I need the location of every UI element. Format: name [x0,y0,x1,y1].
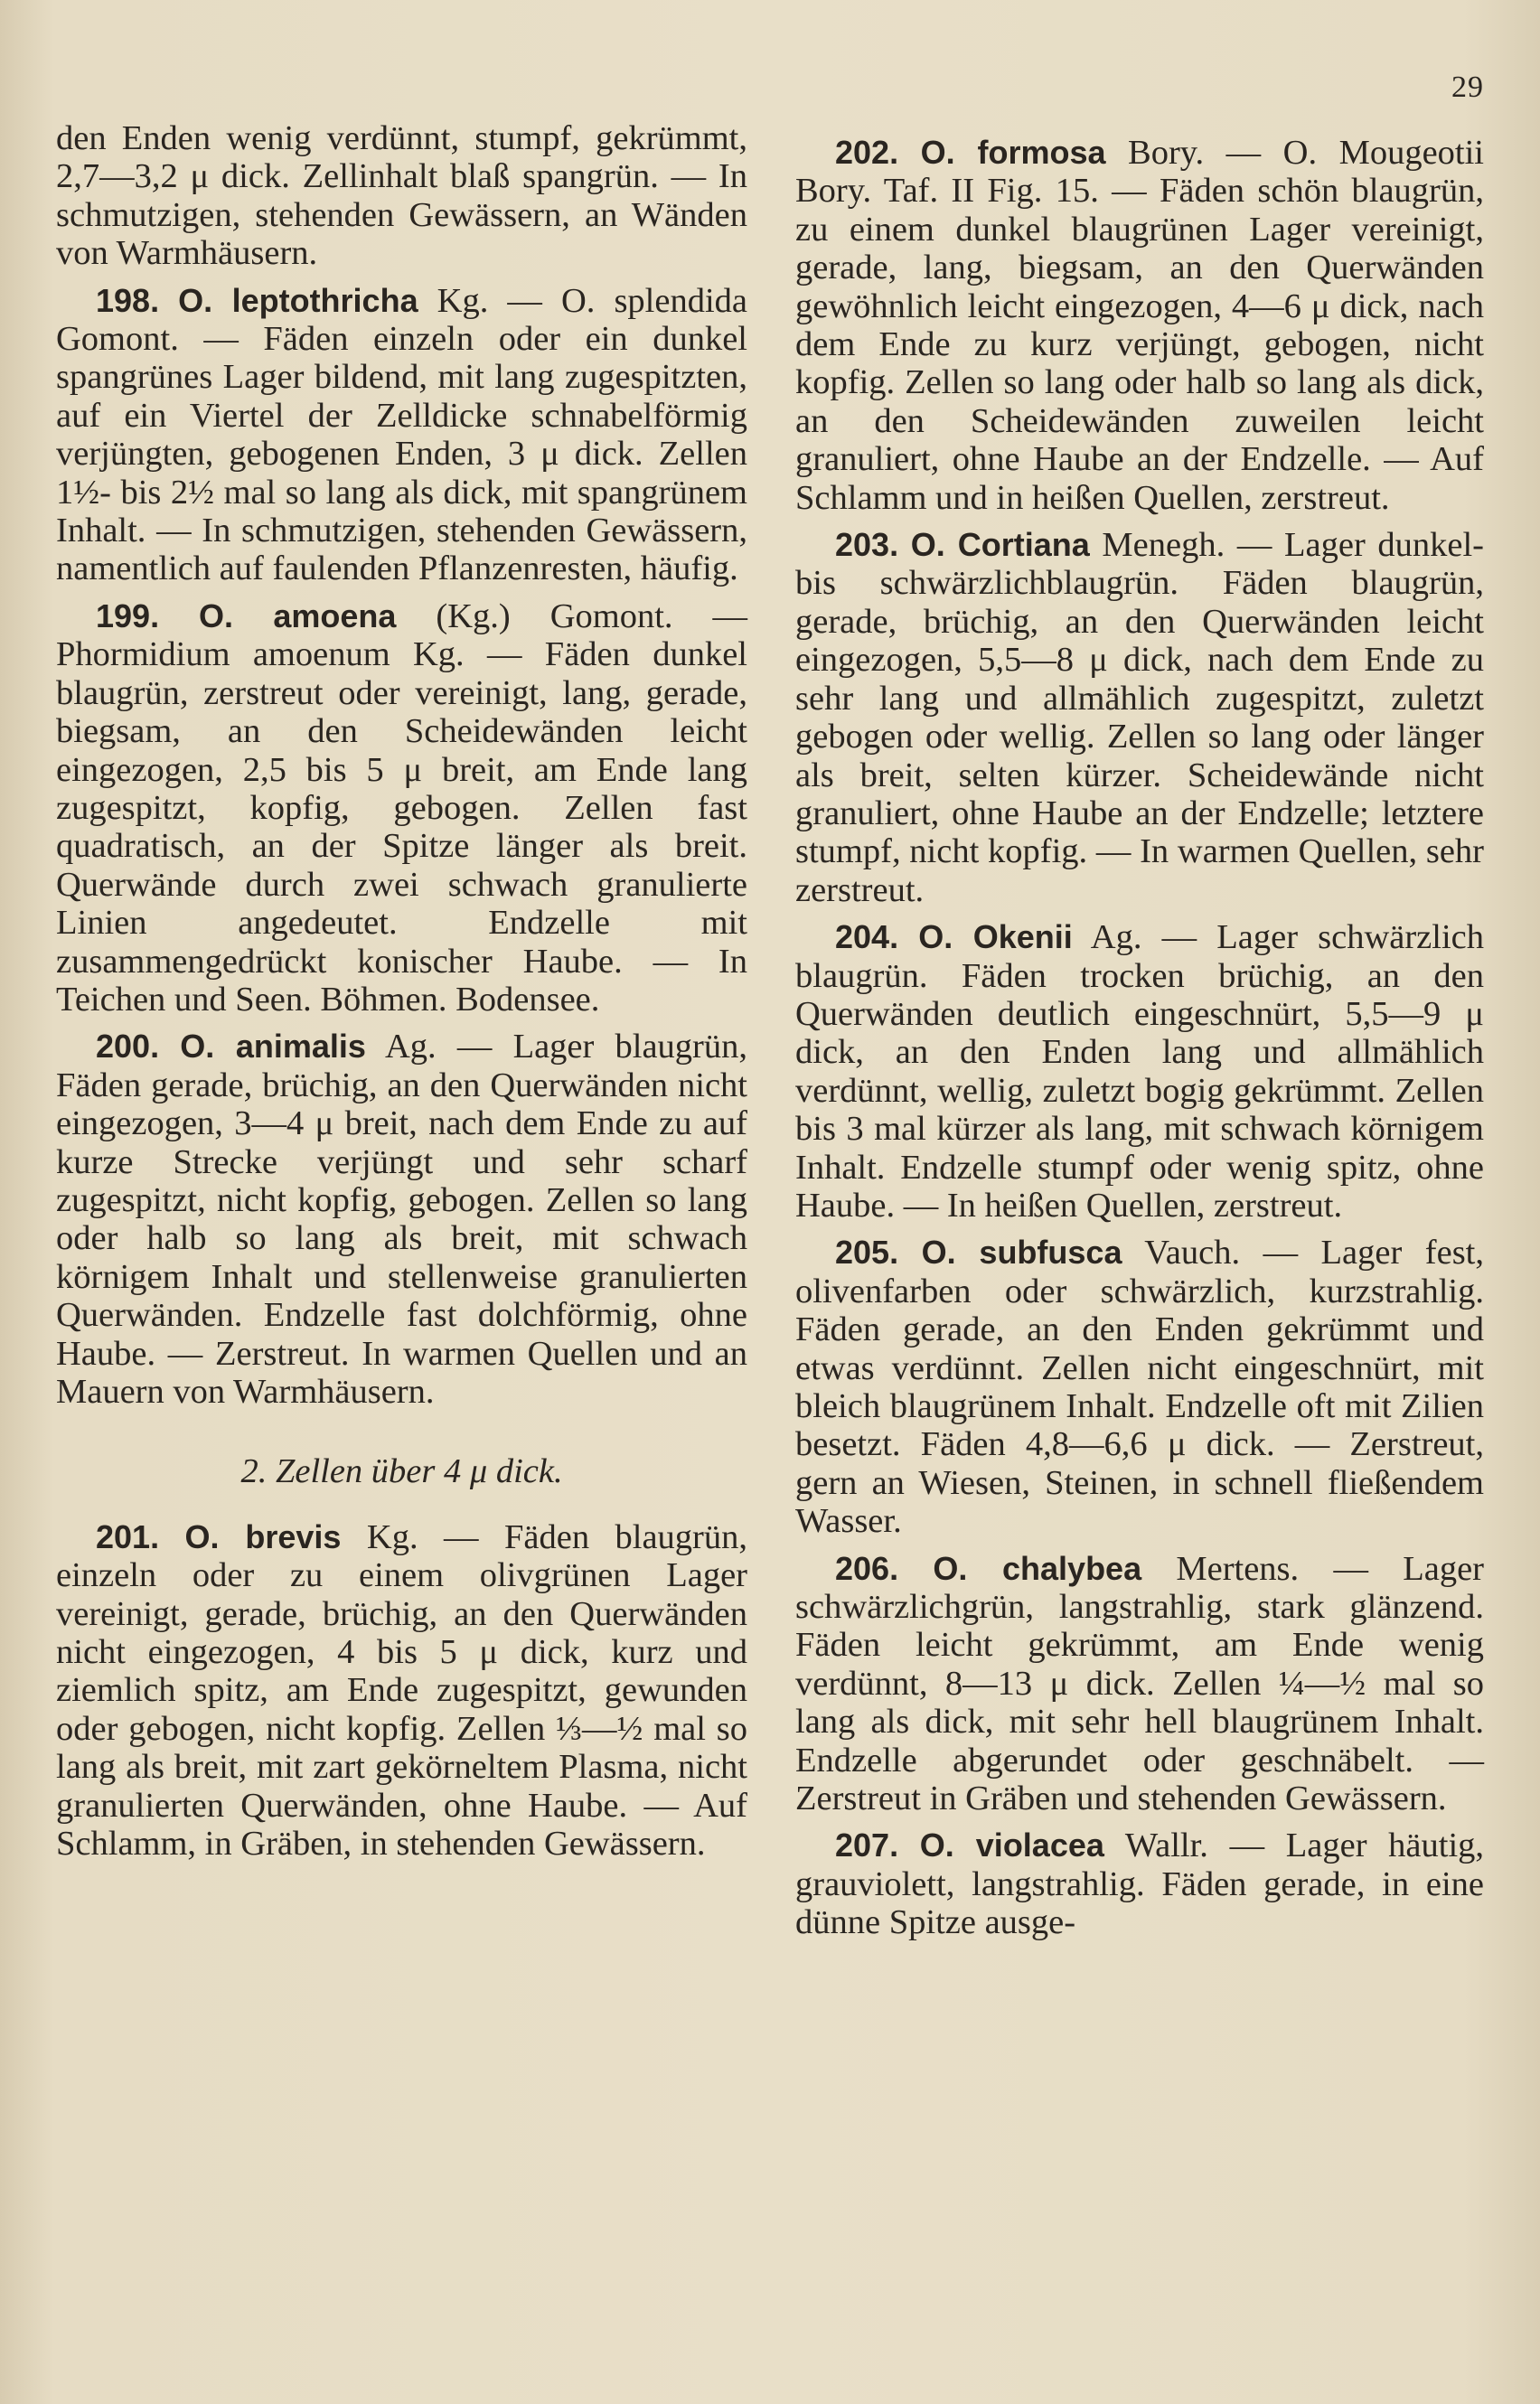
species-number: 203. [835,526,899,564]
species-number: 202. [835,134,899,171]
species-entry-202 [795,134,1484,517]
species-description: Ag. — Lager blaugrün, Fäden gerade, brüchig, an den Querwänden nicht eingezogen, 3—4 μ breit, nach dem Ende zu auf kurze Strecke verjüngt und sehr scharf zugespitzt, nicht kopfig, gebogen. Zellen so lang oder halb so lang als breit, mit schwach körnigem Inhalt und stellenweise granulierten Querwänden. Endzelle fast dolchförmig, ohne Haube. — Zerstreut. In warmen Quellen und an Mauern von Warmhäusern. [56,1028,748,1411]
species-number: 206. [835,1549,899,1587]
species-entry-206 [795,1550,1484,1818]
species-name: O. animalis [180,1028,366,1066]
species-description: Wallr. — Lager häutig, grauviolett, langstrahlig. Fäden gerade, in eine dünne Spitze ausge- [795,1826,1485,1942]
species-description: Vauch. — Lager fest, olivenfarben oder schwärzlich, kurzstrahlig. Fäden gerade, an den Enden gekrümmt und etwas verdünnt. Zellen nicht eingeschnürt, mit bleich blaugrünem Inhalt. Endzelle oft mit Zilien besetzt. Fäden 4,8—6,6 μ dick. — Zerstreut, gern an Wiesen, Steinen, in schnell fließendem Wasser. [795,1234,1484,1541]
species-name: O. Cortiana [910,526,1090,564]
species-entry-198 [56,282,747,588]
species-name: O. chalybea [933,1549,1142,1587]
species-description: Bory. — O. Mougeotii Bory. Taf. II Fig. 15. — Fäden schön blaugrün, zu einem dunkel blaugrünen Lager vereinigt, gerade, lang, biegsam, an den Querwänden gewöhnlich leicht eingezogen, 4—6 μ dick, nach dem Ende zu kurz verjüngt, gebogen, nicht kopfig. Zellen so lang oder halb so lang als dick, an den Scheidewänden zuweilen leicht granuliert, ohne Haube an der Endzelle. — Auf Schlamm und in heißen Quellen, zerstreut. [795,134,1485,517]
species-name: O. violacea [919,1826,1104,1864]
species-number: 205. [835,1234,899,1272]
species-entry-207 [795,1826,1484,1941]
species-number: 198. [96,281,160,319]
species-description: Ag. — Lager schwärzlich blaugrün. Fäden trocken brüchig, an den Querwänden deutlich eingeschnürt, 5,5—9 μ dick, an den Enden lang und allmählich verdünnt, wellig, zuletzt bogig gekrümmt. Zellen bis 3 mal kürzer als lang, mit schwach körnigem Inhalt. Endzelle stumpf oder wenig spitz, ohne Haube. — In heißen Quellen, zerstreut. [795,918,1485,1225]
right-column [795,134,1484,1951]
species-number: 199. [96,596,160,634]
species-description: Kg. — Fäden blaugrün, einzeln oder zu einem olivgrünen Lager vereinigt, gerade, brüchig, an den Querwänden nicht eingezogen, 4 bis 5 μ dick, kurz und ziemlich spitz, am Ende zugespitzt, gewunden oder gebogen, nicht kopfig. Zellen ⅓—½ mal so lang als breit, mit zart gekörneltem Plasma, nicht granulierten Querwänden, ohne Haube. — Auf Schlamm, in Gräben, in stehenden Gewässern. [56,1517,747,1864]
species-entry-204 [795,918,1484,1225]
species-entry-203 [795,526,1484,909]
species-number: 201. [96,1517,160,1555]
section-subheading: 2. Zellen über 4 μ dick. [240,1452,563,1491]
species-entry-199 [56,597,747,1019]
species-name: O. formosa [920,134,1106,171]
species-name: O. amoena [199,596,397,634]
page-number: 29 [1451,70,1484,104]
species-name: O. brevis [184,1517,342,1555]
species-name: O. Okenii [918,918,1073,956]
species-number: 200. [96,1028,160,1066]
species-description: Kg. — O. splendida Gomont. — Fäden einzeln oder ein dunkel spangrünes Lager bildend, mit lang zugespitzten, auf ein Viertel der Zelldicke schnabelförmig verjüngten, gebogenen Enden, 3 μ dick. Zellen 1½- bis 2½ mal so lang als dick, mit spangrünem Inhalt. — In schmutzigen, stehenden Gewässern, namentlich auf faulenden Pflanzenresten, häufig. [56,281,747,588]
species-entry-200 [56,1028,747,1411]
continuation-paragraph: den Enden wenig verdünnt, stumpf, gekrümmt, 2,7—3,2 μ dick. Zellinhalt blaß spangrün. — In schmutzigen, stehenden Gewässern, an Wänden von Warmhäusern. [56,119,747,273]
species-description: Mertens. — Lager schwärzlichgrün, langstrahlig, stark glänzend. Fäden leicht gekrümmt, am Ende wenig verdünnt, 8—13 μ dick. Zellen ¼—½ mal so lang als dick, mit sehr hell blaugrünem Inhalt. Endzelle abgerundet oder geschnäbelt. — Zerstreut in Gräben und stehenden Gewässern. [795,1549,1484,1818]
left-column [56,119,747,1872]
species-description: Menegh. — Lager dunkel- bis schwärzlichblaugrün. Fäden blaugrün, gerade, brüchig, an den Querwänden leicht eingezogen, 5,5—8 μ dick, nach dem Ende zu sehr lang und allmählich zugespitzt, zuletzt gebogen oder wellig. Zellen so lang oder länger als breit, selten kürzer. Scheidewände nicht granuliert, ohne Haube an der Endzelle; letztere stumpf, nicht kopfig. — In warmen Quellen, sehr zerstreut. [795,526,1485,909]
species-entry-201 [56,1518,747,1864]
species-name: O. subfusca [921,1234,1122,1272]
species-entry-205 [795,1234,1484,1540]
species-number: 207. [835,1826,899,1864]
species-description: (Kg.) Gomont. — Phormidium amoenum Kg. — Fäden dunkel blaugrün, zerstreut oder vereinigt, lang, gerade, biegsam, an den Scheidewänden leicht eingezogen, 2,5 bis 5 μ breit, am Ende lang zugespitzt, kopfig, gebogen. Zellen fast quadratisch, an der Spitze länger als breit. Querwände durch zwei schwach granulierte Linien angedeutet. Endzelle mit zusammengedrückt konischer Haube. — In Teichen und Seen. Böhmen. Bodensee. [56,596,747,1019]
species-name: O. leptothricha [178,281,418,319]
species-number: 204. [835,918,899,956]
